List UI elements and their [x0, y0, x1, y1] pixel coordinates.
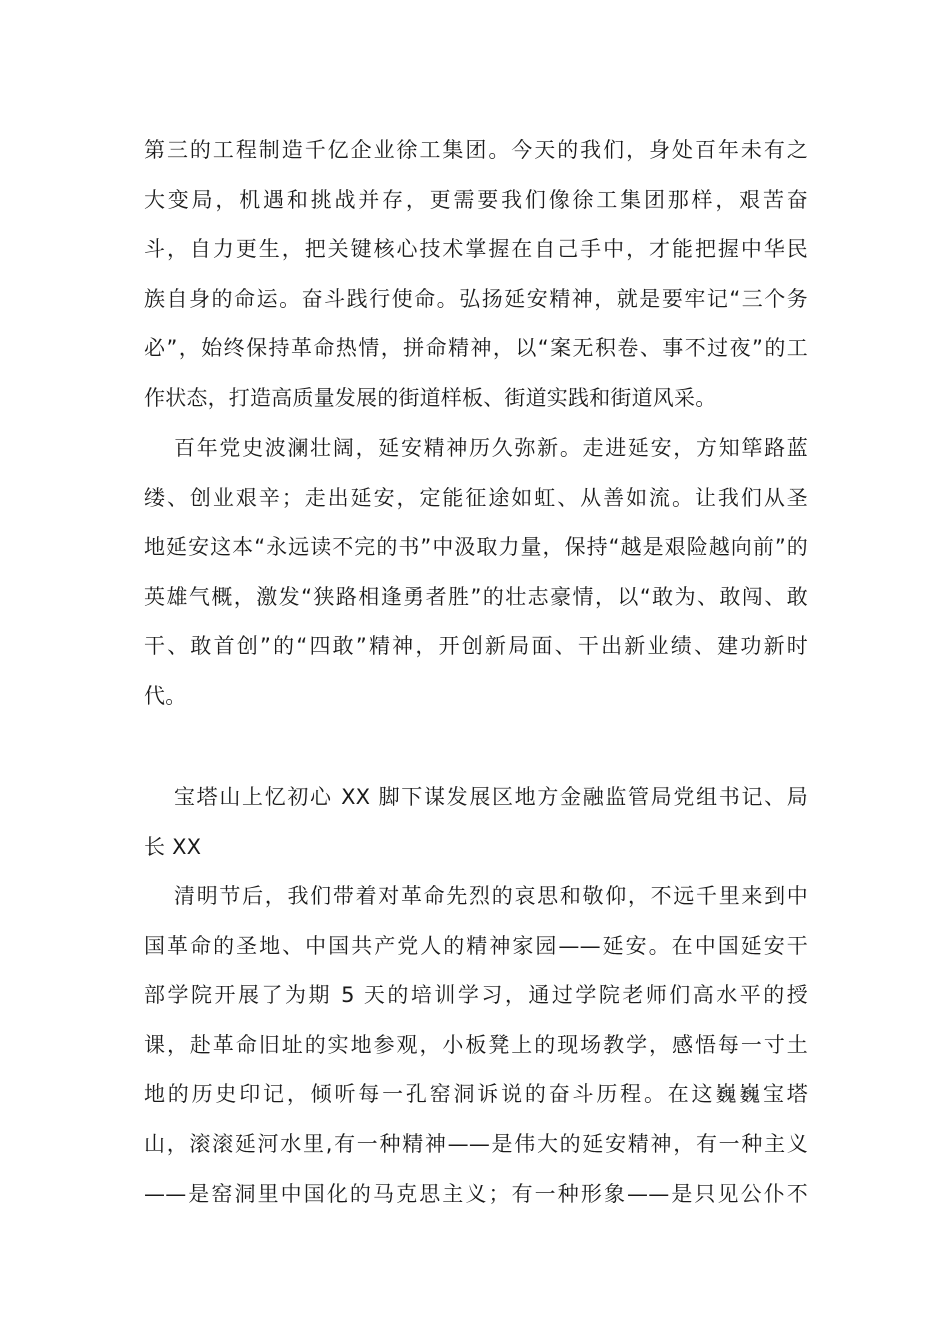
text-line: 国革命的圣地、中国共产党人的精神家园——延安。在中国延安干	[144, 933, 808, 958]
text-line: ——是窑洞里中国化的马克思主义；有一种形象——是只见公仆不	[144, 1181, 808, 1206]
text-line: 地的历史印记，倾听每一孔窑洞诉说的奋斗历程。在这巍巍宝塔	[144, 1082, 808, 1107]
text-line: 清明节后，我们带着对革命先烈的哀思和敬仰，不远千里来到中	[174, 884, 808, 908]
text-line: 必”，始终保持革命热情，拼命精神，以“案无积卷、事不过夜”的工	[144, 336, 808, 361]
text-line: 作状态，打造高质量发展的街道样板、街道实践和街道风采。	[144, 385, 717, 410]
paragraph-2	[144, 424, 808, 722]
text-line: 英雄气概，激发“狭路相逢勇者胜”的壮志豪情，以“敢为、敢闯、敢	[144, 584, 808, 609]
text-line: 斗，自力更生，把关键核心技术掌握在自己手中，才能把握中华民	[144, 237, 808, 262]
text-line: 缕、创业艰辛；走出延安，定能征途如虹、从善如流。让我们从圣	[144, 485, 808, 510]
heading-line: 长 XX	[144, 834, 202, 859]
text-line: 大变局，机遇和挑战并存，更需要我们像徐工集团那样，艰苦奋	[144, 187, 808, 212]
text-line: 代。	[144, 683, 187, 708]
paragraph-3	[144, 872, 808, 1219]
text-line: 百年党史波澜壮阔，延安精神历久弥新。走进延安，方知筚路蓝	[174, 436, 808, 460]
text-line: 第三的工程制造千亿企业徐工集团。今天的我们，身处百年未有之	[144, 138, 808, 162]
paragraph-1	[144, 126, 808, 424]
text-line: 族自身的命运。奋斗践行使命。弘扬延安精神，就是要牢记“三个务	[144, 286, 808, 311]
heading-line: 宝塔山上忆初心 XX 脚下谋发展区地方金融监管局党组书记、局	[174, 785, 808, 809]
text-line: 地延安这本“永远读不完的书”中汲取力量，保持“越是艰险越向前”的	[144, 535, 808, 560]
text-line: 干、敢首创”的“四敢”精神，开创新局面、干出新业绩、建功新时	[144, 634, 808, 659]
text-line: 部学院开展了为期 5 天的培训学习，通过学院老师们高水平的授	[144, 983, 808, 1008]
text-line: 山，滚滚延河水里,有一种精神——是伟大的延安精神，有一种主义	[144, 1131, 808, 1156]
section-heading	[144, 773, 808, 872]
text-line: 课，赴革命旧址的实地参观，小板凳上的现场教学，感悟每一寸土	[144, 1032, 808, 1057]
